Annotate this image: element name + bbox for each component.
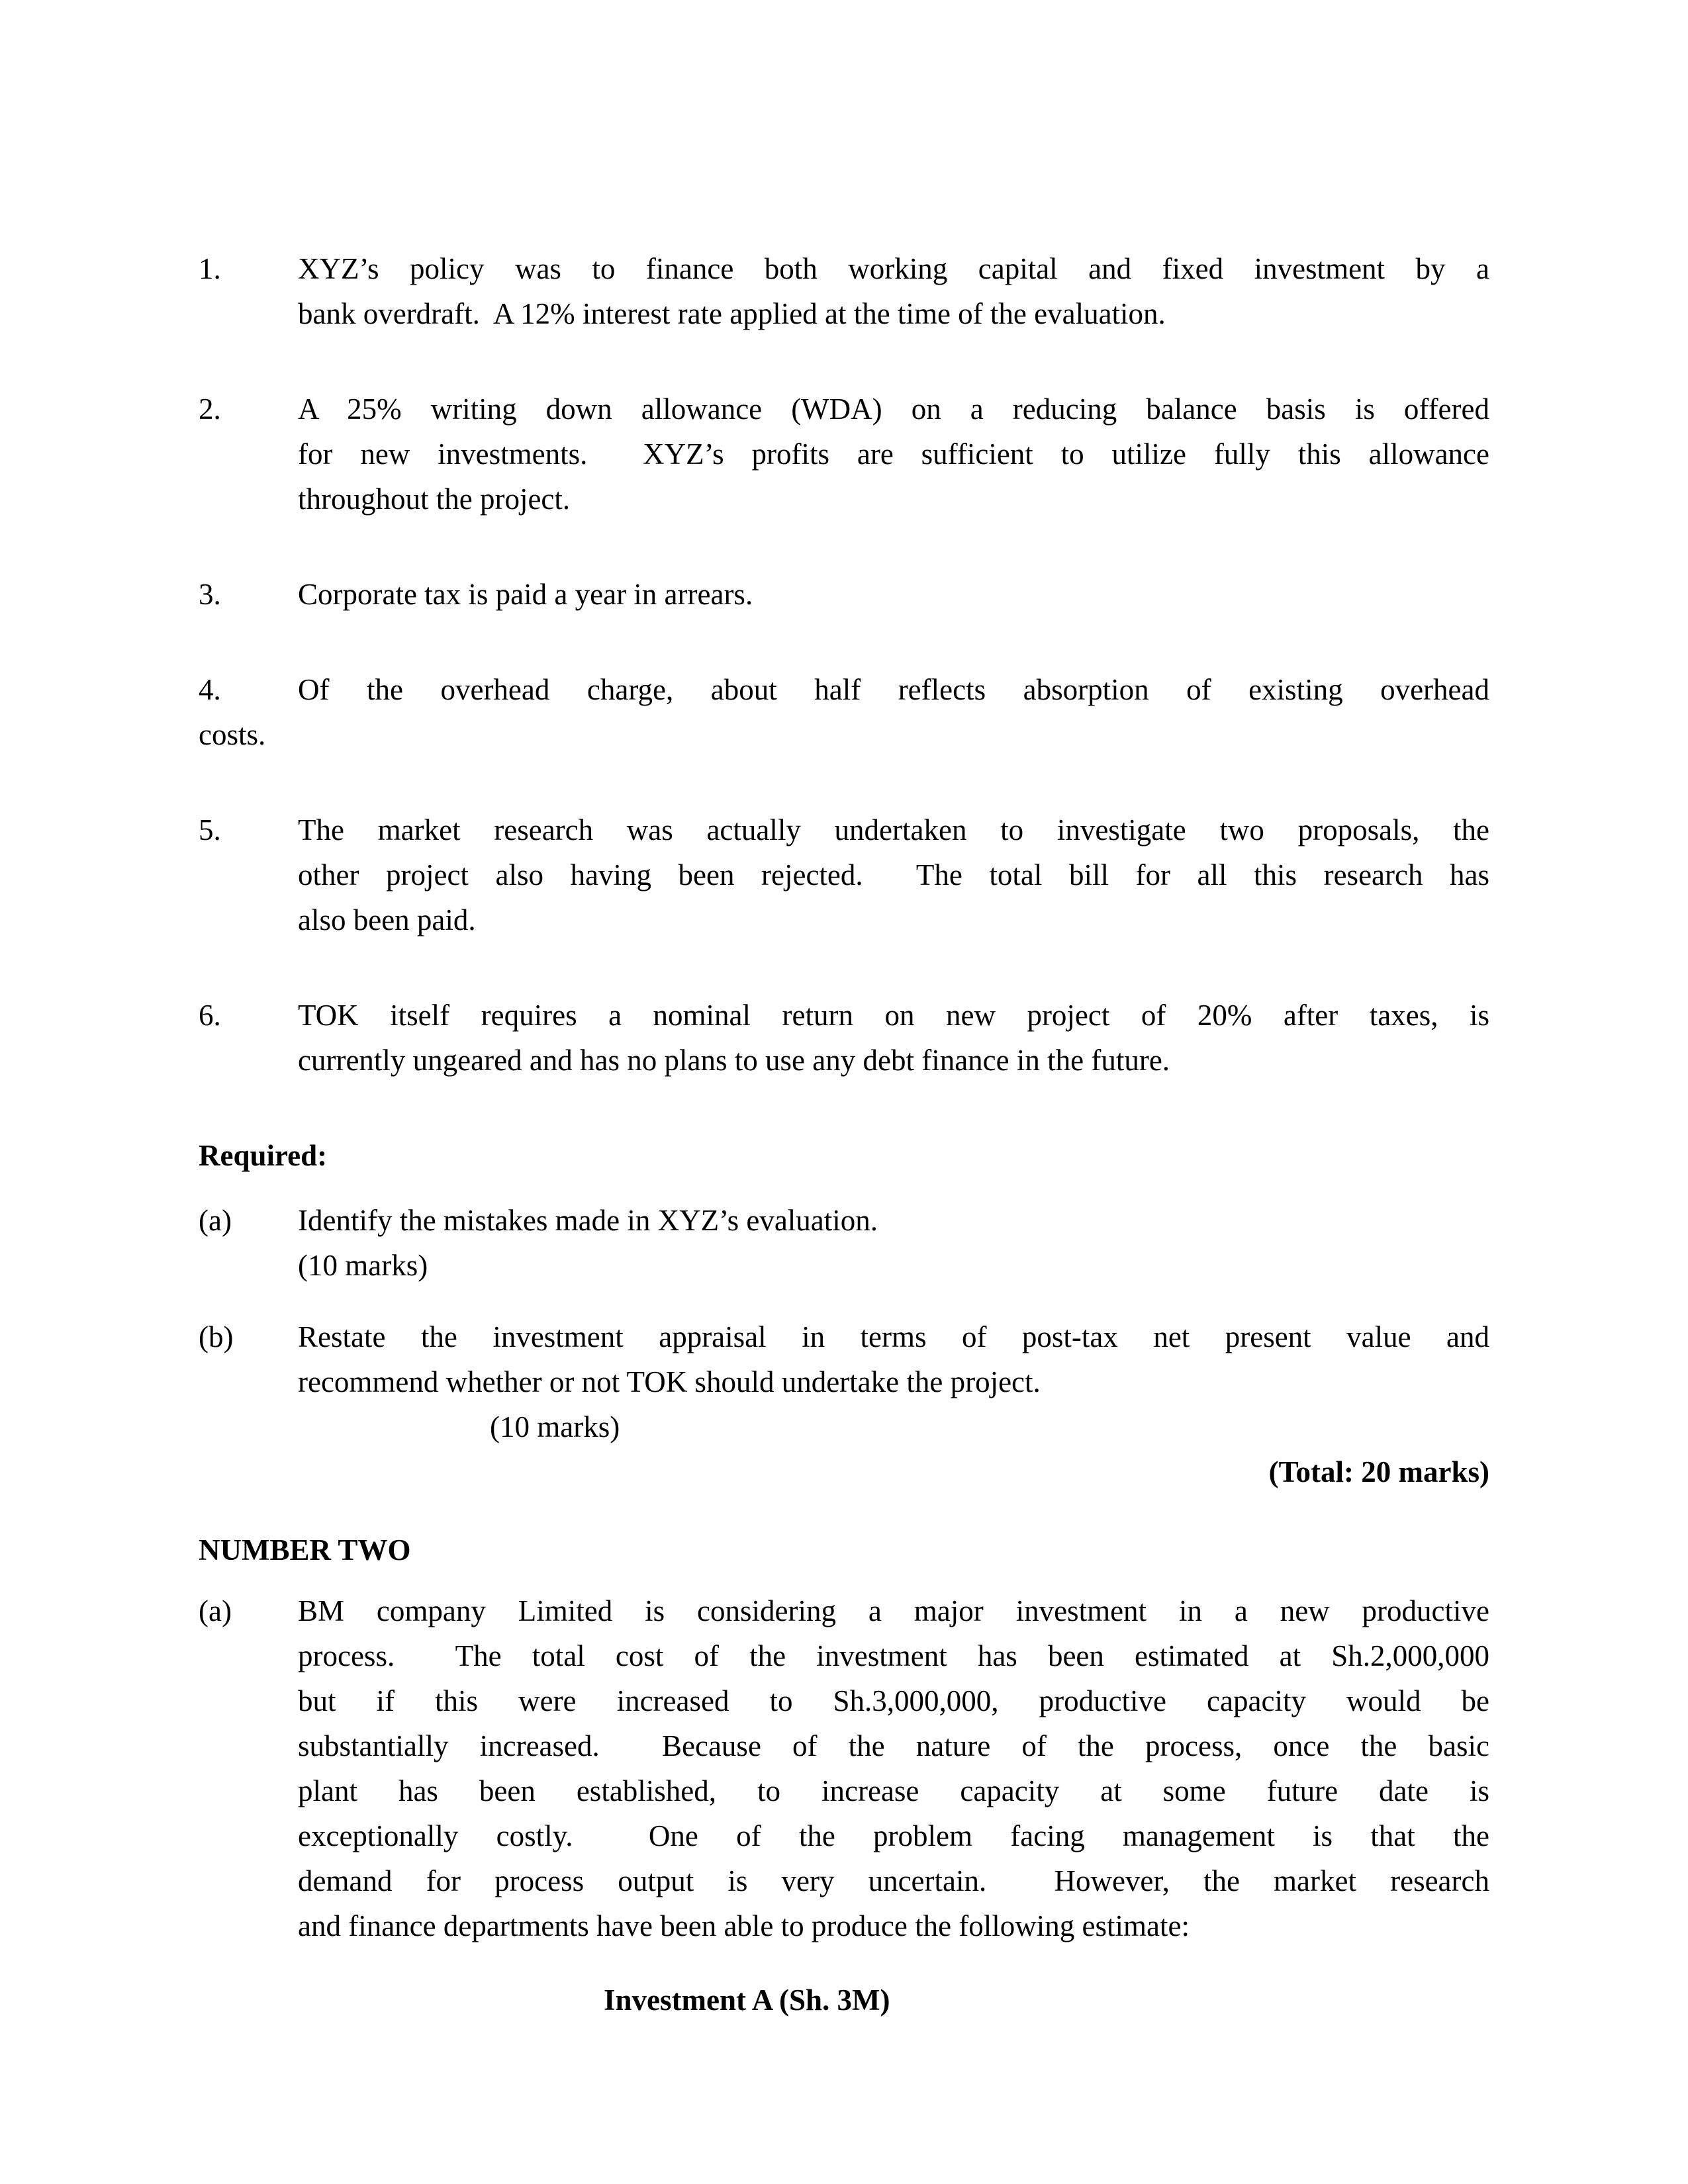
- requirements-list: [199, 1198, 1489, 1449]
- requirement-item: [199, 1198, 1489, 1288]
- text-line: but if this were increased to Sh.3,000,000, productive capacity would be: [298, 1684, 1489, 1717]
- marks-label: (10 marks): [298, 1249, 428, 1282]
- text-line: other project also having been rejected. The total bill for all this research has: [298, 858, 1489, 891]
- item-number: 4.: [199, 673, 221, 706]
- item-body: [298, 1314, 1489, 1449]
- text-line: XYZ’s policy was to finance both working capital and fixed investment by a: [298, 252, 1489, 285]
- item-body: [298, 246, 1489, 336]
- item-body: [298, 1198, 1489, 1288]
- item-body: [298, 1588, 1489, 1948]
- text-line: exceptionally costly. One of the problem facing management is that the: [298, 1819, 1489, 1852]
- item-row: [199, 1588, 1489, 1948]
- item-row: [199, 387, 1489, 522]
- list-item: [199, 993, 1489, 1083]
- text-line: BM company Limited is considering a major investment in a new productive: [298, 1594, 1489, 1627]
- text-line: throughout the project.: [298, 482, 571, 516]
- text-line: plant has been established, to increase capacity at some future date is: [298, 1774, 1489, 1807]
- text-line: Corporate tax is paid a year in arrears.: [298, 578, 753, 611]
- text-line: also been paid.: [298, 903, 476, 936]
- item-number: 3.: [199, 578, 221, 611]
- text-line: demand for process output is very uncertain. However, the market research: [298, 1864, 1489, 1897]
- section-heading: NUMBER TWO: [199, 1533, 411, 1567]
- list-item: [199, 807, 1489, 942]
- requirement-label: (a): [199, 1204, 232, 1237]
- item-row: [199, 1314, 1489, 1449]
- total-marks: (Total: 20 marks): [1268, 1455, 1489, 1488]
- text-line: and finance departments have been able to produce the following estimate:: [298, 1909, 1190, 1942]
- investment-heading: Investment A (Sh. 3M): [604, 1983, 890, 2017]
- list-item: [199, 387, 1489, 522]
- list-item: [199, 246, 1489, 336]
- item-body: [298, 387, 1489, 522]
- text-line: currently ungeared and has no plans to use any debt finance in the future.: [298, 1044, 1170, 1077]
- section-item: [199, 1588, 1489, 1948]
- text-line: Of the overhead charge, about half reflects absorption of existing overhead: [298, 673, 1489, 706]
- item-body: [298, 667, 1489, 712]
- text-line: The market research was actually undertaken to investigate two proposals, the: [298, 813, 1489, 846]
- text-line: process. The total cost of the investment has been estimated at Sh.2,000,000: [298, 1639, 1489, 1672]
- text-line: for new investments. XYZ’s profits are sufficient to utilize fully this allowance: [298, 437, 1489, 471]
- item-row: [199, 807, 1489, 942]
- required-heading: Required:: [199, 1139, 328, 1172]
- item-number: 5.: [199, 813, 221, 846]
- text-line: substantially increased. Because of the nature of the process, once the basic: [298, 1729, 1489, 1762]
- item-body: [298, 993, 1489, 1083]
- list-item: [199, 667, 1489, 757]
- item-body: [298, 572, 1489, 617]
- requirement-label: (b): [199, 1320, 234, 1353]
- marks-label: (10 marks): [490, 1410, 620, 1443]
- item-number: 2.: [199, 392, 221, 426]
- text-line: A 25% writing down allowance (WDA) on a reducing balance basis is offered: [298, 392, 1489, 426]
- item-row: [199, 246, 1489, 336]
- item-number: 1.: [199, 252, 221, 285]
- item-row: [199, 572, 1489, 617]
- text-line: recommend whether or not TOK should undertake the project.: [298, 1365, 1041, 1398]
- text-line: costs.: [199, 718, 266, 751]
- numbered-list: [199, 246, 1489, 1083]
- list-item: [199, 572, 1489, 617]
- text-line: Restate the investment appraisal in terms of post-tax net present value and: [298, 1320, 1489, 1353]
- item-number: 6.: [199, 999, 221, 1032]
- text-line: TOK itself requires a nominal return on new project of 20% after taxes, is: [298, 999, 1489, 1032]
- text-line: bank overdraft. A 12% interest rate applied at the time of the evaluation.: [298, 297, 1166, 330]
- section-item-label: (a): [199, 1594, 232, 1627]
- item-body: [298, 807, 1489, 942]
- item-row: [199, 993, 1489, 1083]
- item-row: [199, 667, 1489, 712]
- text-line: Identify the mistakes made in XYZ’s evaluation.: [298, 1204, 878, 1237]
- item-row: [199, 1198, 1489, 1288]
- requirement-item: [199, 1314, 1489, 1449]
